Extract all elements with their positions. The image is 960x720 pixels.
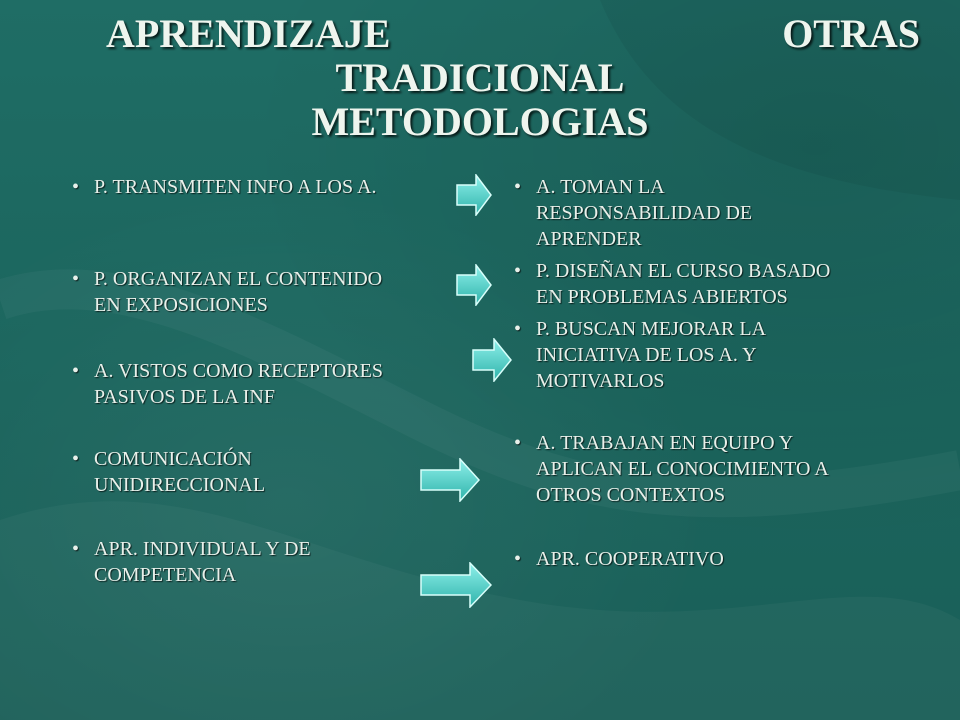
title-left: APRENDIZAJE — [106, 11, 391, 56]
right-arrow-icon — [456, 174, 492, 216]
bullet: • — [72, 448, 80, 470]
right-item — [514, 546, 724, 572]
title-right: OTRAS — [782, 11, 920, 56]
bullet: • — [514, 432, 522, 454]
right-arrow-icon — [420, 458, 480, 502]
bullet: • — [72, 268, 80, 290]
right-item — [514, 316, 767, 394]
left-item-line: P. ORGANIZAN EL CONTENIDO — [94, 268, 383, 290]
right-item-line: P. DISEÑAN EL CURSO BASADO — [536, 260, 831, 282]
bullet: • — [72, 538, 80, 560]
right-arrow-icon — [456, 264, 492, 306]
left-item — [72, 358, 383, 410]
right-item — [514, 430, 829, 508]
bullet: • — [514, 548, 522, 570]
bullet: • — [514, 260, 522, 282]
right-item-line: APR. COOPERATIVO — [536, 548, 724, 570]
right-item — [514, 258, 831, 310]
right-item-line: P. BUSCAN MEJORAR LA — [536, 318, 767, 340]
left-item-line: APR. INDIVIDUAL Y DE — [94, 538, 311, 560]
left-item-line: PASIVOS DE LA INF — [94, 386, 275, 408]
right-item — [514, 174, 753, 252]
right-item-line: APLICAN EL CONOCIMIENTO A — [536, 458, 829, 480]
right-item-line: APRENDER — [536, 228, 642, 250]
right-arrow-icon — [472, 338, 512, 382]
right-item-line: A. TOMAN LA — [536, 176, 665, 198]
left-item — [72, 536, 311, 588]
title-line2: TRADICIONAL — [335, 55, 625, 100]
right-item-line: OTROS CONTEXTOS — [536, 484, 726, 506]
left-item-line: EN EXPOSICIONES — [94, 294, 268, 316]
right-item-line: INICIATIVA DE LOS A. Y — [536, 344, 757, 366]
right-item-line: RESPONSABILIDAD DE — [536, 202, 753, 224]
right-item-line: EN PROBLEMAS ABIERTOS — [536, 286, 788, 308]
left-item-line: COMUNICACIÓN — [94, 448, 252, 470]
left-item — [72, 446, 266, 498]
slide-title — [40, 12, 920, 144]
left-item-line: A. VISTOS COMO RECEPTORES — [94, 360, 383, 382]
right-item-line: A. TRABAJAN EN EQUIPO Y — [536, 432, 794, 454]
bullet: • — [72, 360, 80, 382]
right-arrow-icon — [420, 562, 492, 608]
left-item-line: UNIDIRECCIONAL — [94, 474, 266, 496]
title-line3: METODOLOGIAS — [311, 99, 649, 144]
bullet: • — [514, 176, 522, 198]
left-item-line: P. TRANSMITEN INFO A LOS A. — [94, 176, 377, 198]
right-item-line: MOTIVARLOS — [536, 370, 665, 392]
bullet: • — [72, 176, 80, 198]
left-item — [72, 266, 383, 318]
bullet: • — [514, 318, 522, 340]
left-item — [72, 174, 377, 200]
left-item-line: COMPETENCIA — [94, 564, 237, 586]
